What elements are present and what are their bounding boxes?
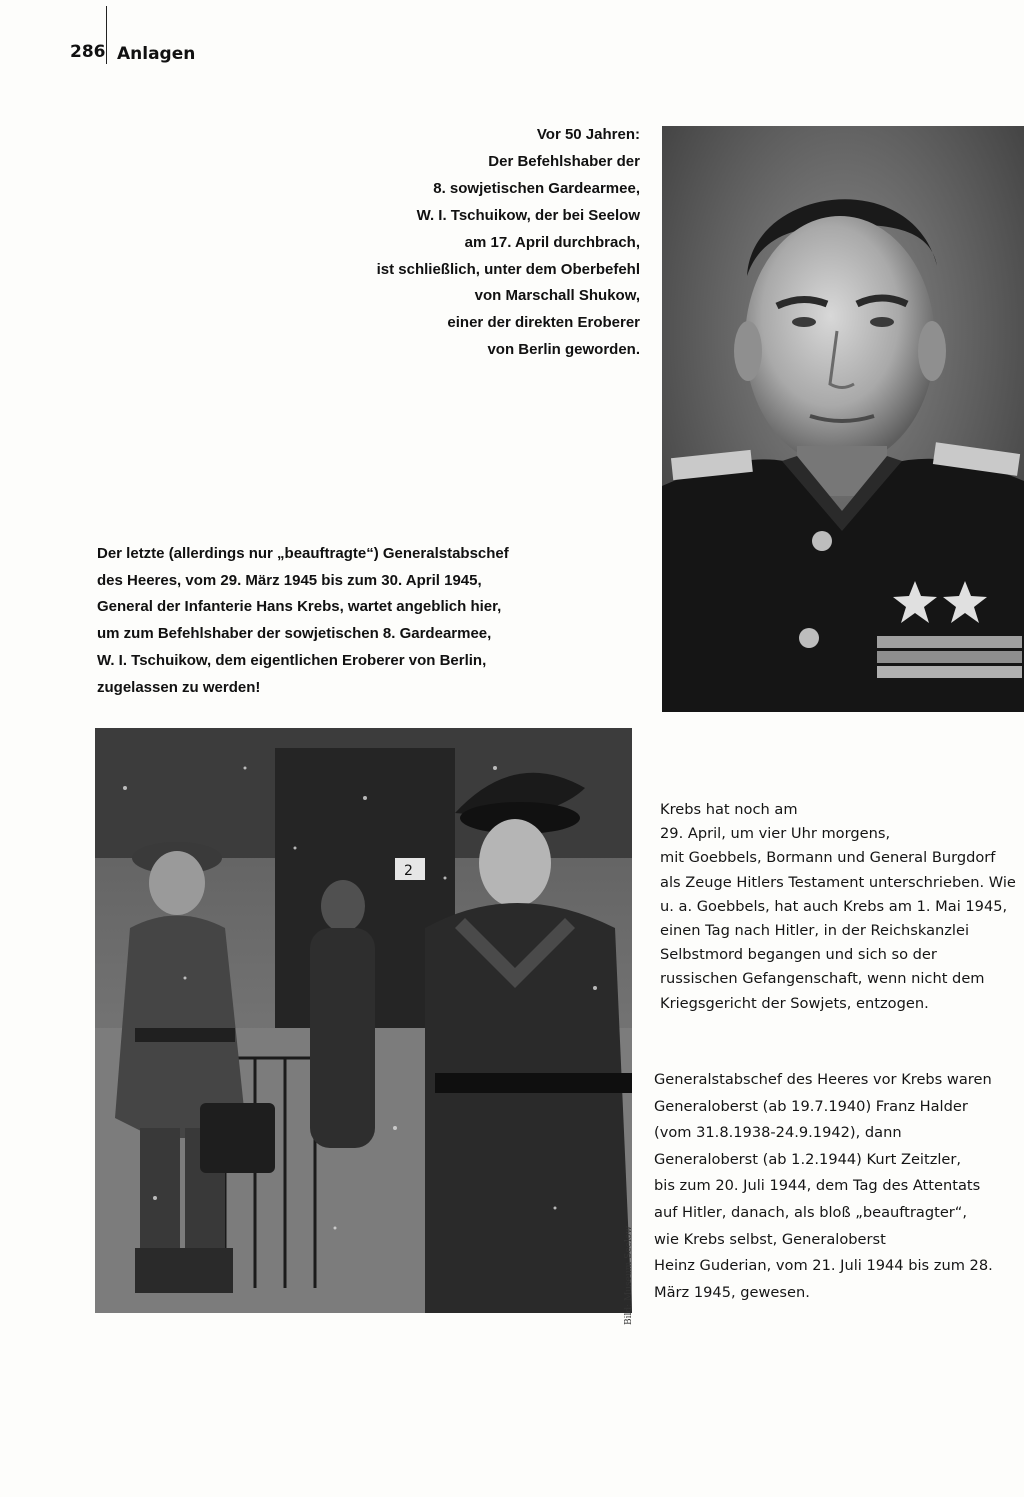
- text-line: Generalstabschef des Heeres vor Krebs waren: [654, 1071, 992, 1088]
- caption-line: zugelassen zu werden!: [97, 678, 261, 696]
- caption-line: einer der direkten Eroberer: [447, 314, 640, 332]
- caption-line: um zum Befehlshaber der sowjetischen 8. Gardearmee,: [97, 625, 492, 643]
- group-photo-caption: [97, 541, 567, 701]
- caption-line: von Marschall Shukow,: [474, 287, 640, 305]
- caption-line: des Heeres, vom 29. März 1945 bis zum 30. April 1945,: [97, 571, 482, 589]
- portrait-caption: [330, 122, 640, 364]
- text-line: 29. April, um vier Uhr morgens,: [660, 825, 891, 843]
- text-line: März 1945, gewesen.: [654, 1283, 810, 1301]
- text-line: Heinz Guderian, vom 21. Juli 1944 bis zum 28.: [654, 1257, 993, 1275]
- caption-line: Der Befehlshaber der: [488, 152, 640, 170]
- text-line: als Zeuge Hitlers Testament unterschrieben. Wie: [660, 873, 1016, 891]
- text-line: auf Hitler, danach, als bloß „beauftragter“,: [654, 1203, 968, 1221]
- header-divider: [106, 6, 107, 64]
- text-line: russischen Gefangenschaft, wenn nicht dem: [660, 970, 985, 988]
- photo-credit: Bild: Museum Seelow: [624, 1226, 634, 1325]
- text-line: bis zum 20. Juli 1944, dem Tag des Attentats: [654, 1177, 981, 1195]
- caption-line: General der Infanterie Hans Krebs, wartet angeblich hier,: [97, 598, 502, 616]
- text-line: Krebs hat noch am: [660, 801, 798, 818]
- caption-line: W. I. Tschuikow, der bei Seelow: [416, 206, 640, 224]
- caption-line: Der letzte (allerdings nur „beauftragte“) Generalstabschef: [97, 545, 509, 562]
- caption-line: ist schließlich, unter dem Oberbefehl: [376, 260, 640, 278]
- text-line: einen Tag nach Hitler, in der Reichskanzlei: [660, 922, 970, 940]
- group-photo: [95, 728, 632, 1313]
- text-line: Kriegsgericht der Sowjets, entzogen.: [660, 994, 929, 1012]
- text-line: mit Goebbels, Bormann und General Burgdorf: [660, 849, 996, 867]
- text-line: Generaloberst (ab 19.7.1940) Franz Halder: [654, 1097, 968, 1115]
- text-line: Selbstmord begangen und sich so der: [660, 946, 937, 964]
- text-line: wie Krebs selbst, Generaloberst: [654, 1230, 886, 1248]
- body-paragraph-chiefs: [654, 1067, 993, 1306]
- portrait-photo: [662, 126, 1024, 712]
- caption-line: am 17. April durchbrach,: [464, 233, 640, 251]
- section-title: Anlagen: [117, 44, 196, 64]
- door-number: 2: [404, 863, 413, 879]
- caption-line: W. I. Tschuikow, dem eigentlichen Eroberer von Berlin,: [97, 651, 487, 669]
- text-line: u. a. Goebbels, hat auch Krebs am 1. Mai 1945,: [660, 897, 1008, 915]
- caption-line: Vor 50 Jahren:: [536, 126, 640, 143]
- page-number: 286: [70, 42, 106, 62]
- text-line: Generaloberst (ab 1.2.1944) Kurt Zeitzler,: [654, 1150, 962, 1168]
- caption-line: 8. sowjetischen Gardearmee,: [433, 179, 640, 197]
- caption-line: von Berlin geworden.: [487, 341, 640, 359]
- text-line: (vom 31.8.1938-24.9.1942), dann: [654, 1124, 902, 1142]
- body-paragraph-krebs: [660, 798, 1016, 1016]
